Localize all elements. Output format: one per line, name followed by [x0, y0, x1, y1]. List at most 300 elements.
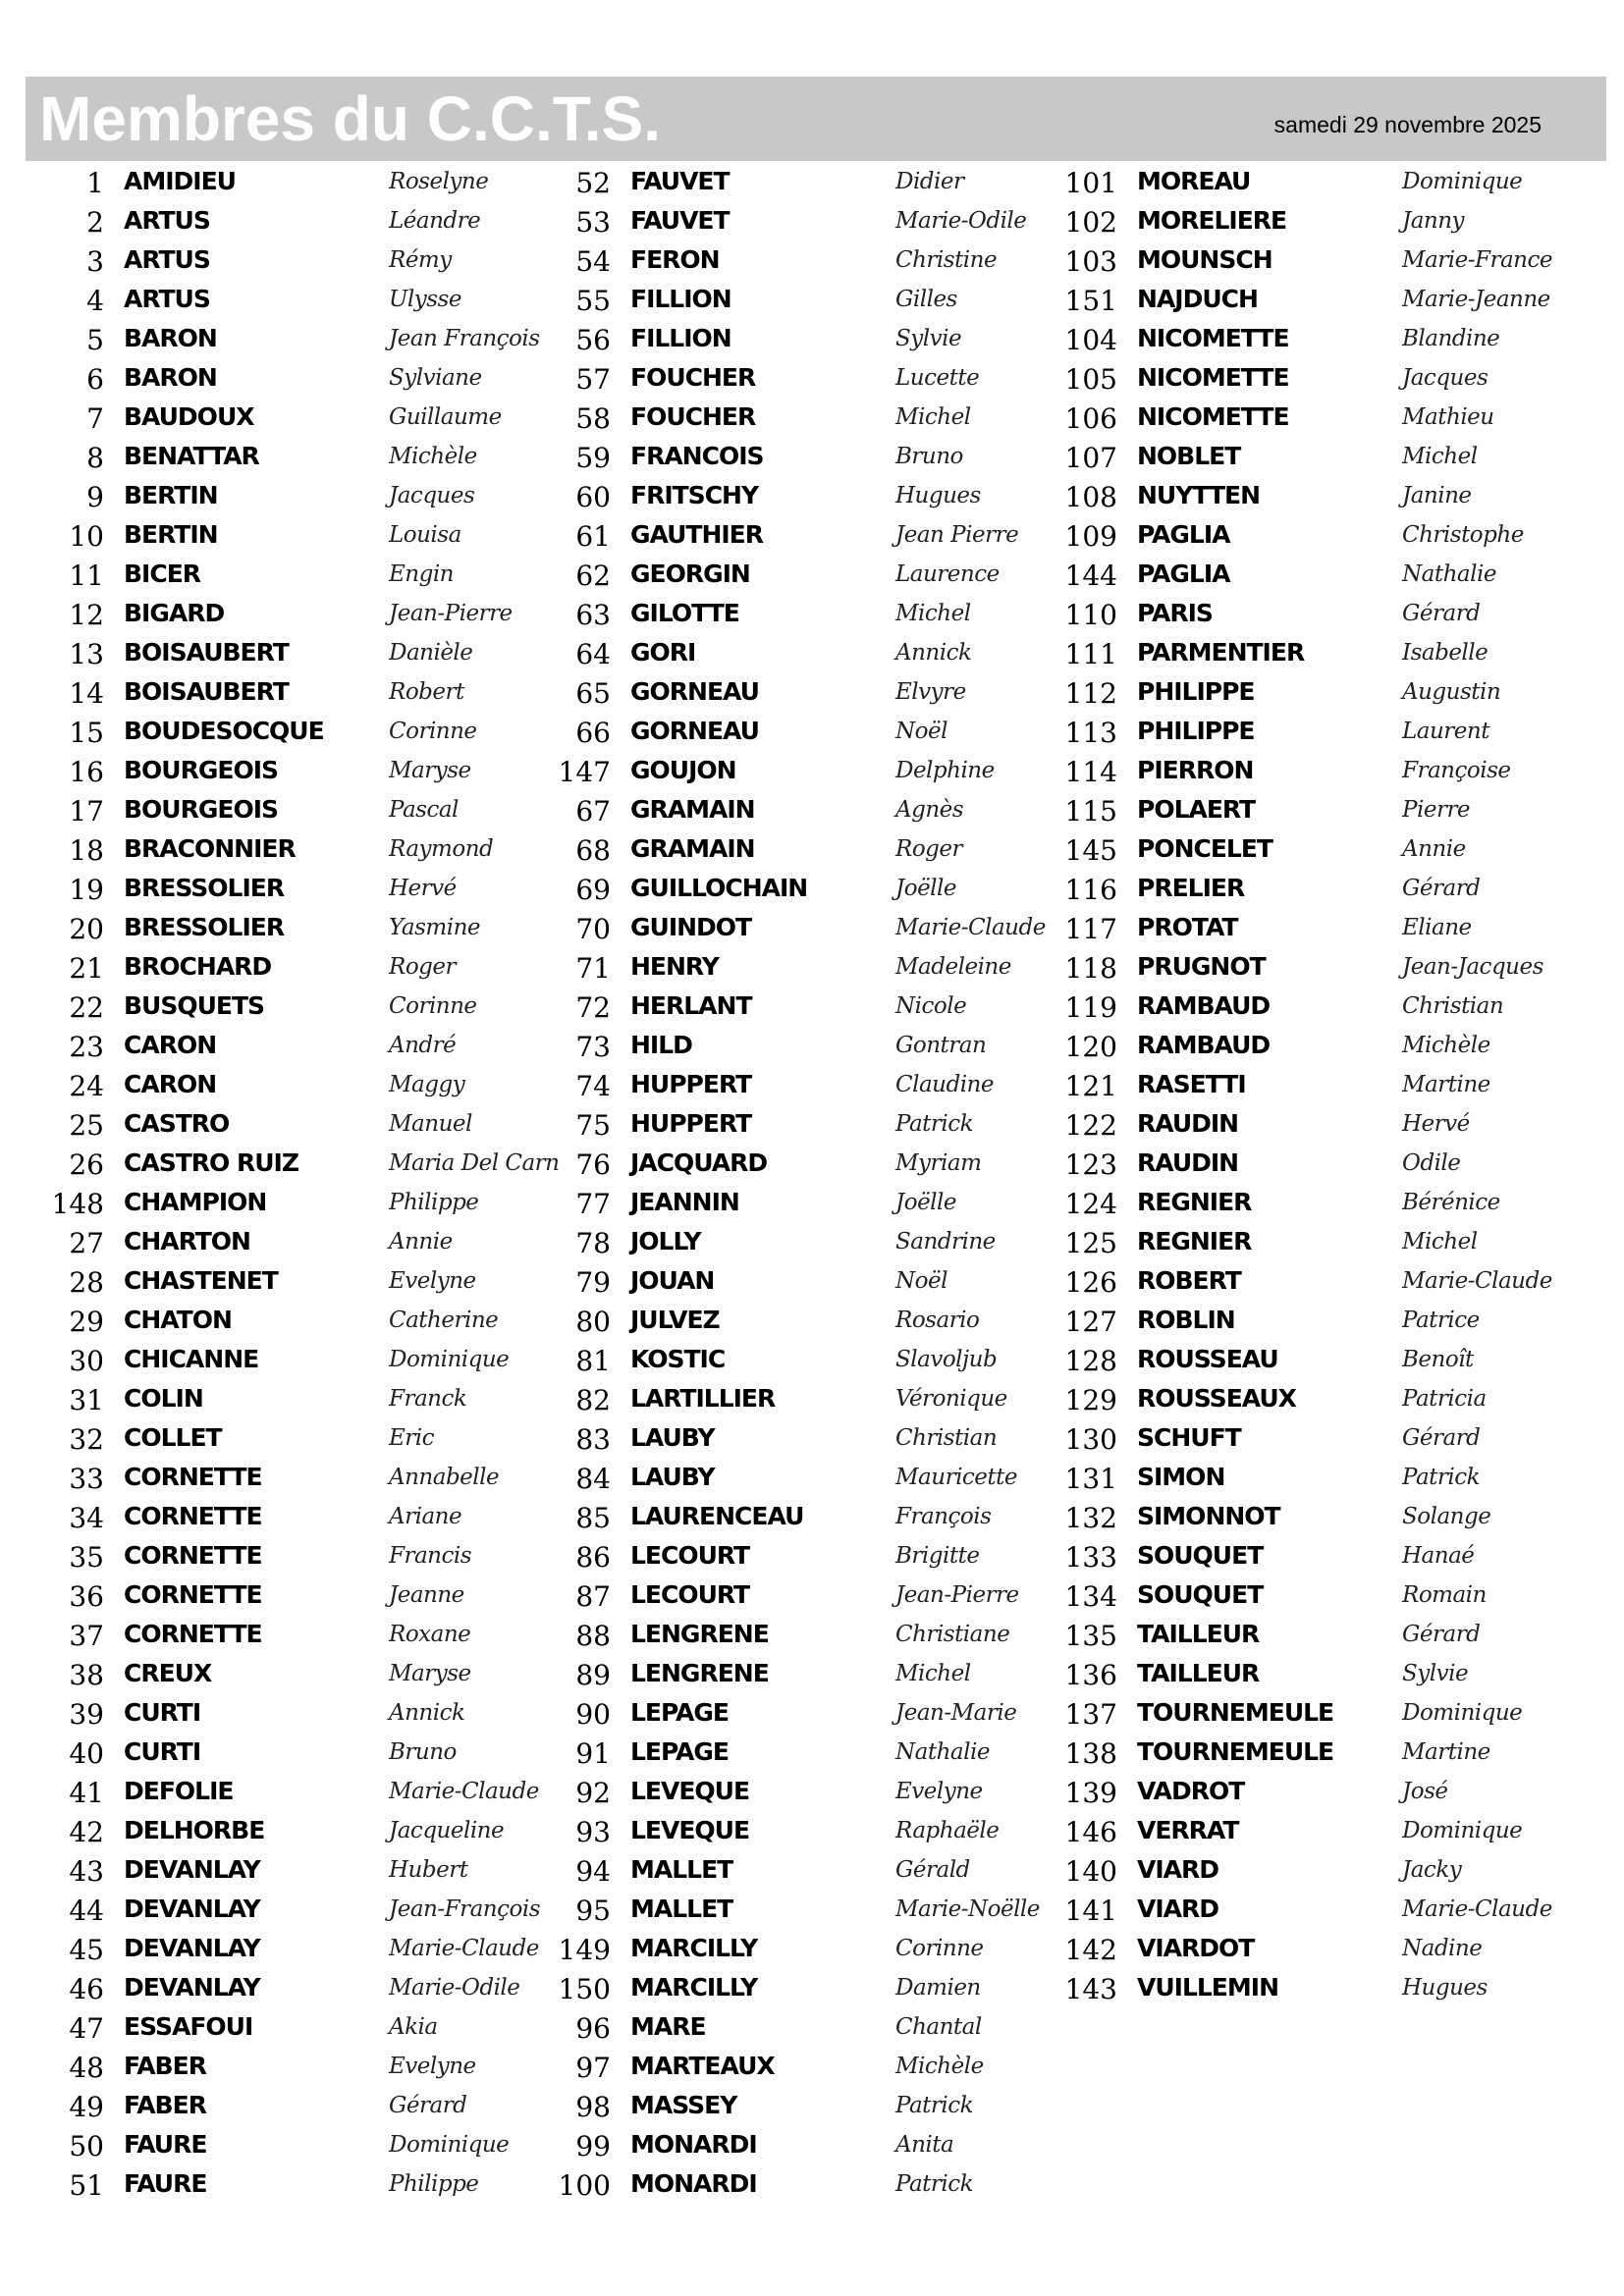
member-last-name: RAUDIN: [1137, 1109, 1239, 1138]
member-first-name: Ariane: [389, 1504, 462, 1529]
member-first-name: Jacques: [389, 483, 475, 508]
member-row: [35, 1106, 546, 1146]
member-row: [1049, 1577, 1559, 1617]
member-row: [1049, 1224, 1559, 1263]
member-first-name: Françoise: [1402, 758, 1511, 783]
member-row: [542, 478, 1053, 517]
member-last-name: PRUGNOT: [1137, 952, 1266, 981]
member-first-name: Gérard: [1402, 601, 1481, 626]
member-first-name: Odile: [1402, 1150, 1461, 1176]
member-first-name: Pierre: [1402, 797, 1471, 823]
member-number: 14: [69, 677, 104, 710]
member-last-name: CORNETTE: [124, 1541, 262, 1570]
member-row: [542, 1146, 1053, 1185]
member-number: 35: [69, 1541, 104, 1574]
member-row: [35, 1303, 546, 1342]
member-last-name: FOUCHER: [630, 402, 756, 431]
member-first-name: José: [1402, 1779, 1448, 1804]
member-last-name: BRESSOLIER: [124, 874, 285, 902]
member-number: 10: [69, 520, 104, 553]
member-number: 101: [1064, 167, 1117, 199]
member-number: 140: [1064, 1855, 1117, 1888]
member-row: [35, 1499, 546, 1538]
member-row: [542, 517, 1053, 557]
member-first-name: Pascal: [389, 797, 459, 823]
member-first-name: Christian: [895, 1425, 998, 1451]
member-first-name: Jacky: [1402, 1857, 1462, 1883]
member-last-name: PONCELET: [1137, 834, 1272, 863]
member-last-name: BAUDOUX: [124, 402, 254, 431]
member-number: 46: [69, 1973, 104, 2005]
member-first-name: Yasmine: [389, 915, 481, 940]
member-row: [542, 792, 1053, 831]
member-last-name: LENGRENE: [630, 1659, 769, 1687]
member-last-name: ARTUS: [124, 245, 210, 274]
member-row: [1049, 1106, 1559, 1146]
member-last-name: NUYTTEN: [1137, 481, 1261, 509]
member-column-1: [35, 164, 560, 2206]
member-last-name: CURTI: [124, 1737, 201, 1766]
member-first-name: Eliane: [1402, 915, 1472, 940]
member-last-name: NAJDUCH: [1137, 285, 1258, 313]
member-row: [542, 400, 1053, 439]
member-number: 12: [69, 599, 104, 631]
member-number: 119: [1064, 991, 1117, 1024]
member-row: [35, 2166, 546, 2206]
member-first-name: Annabelle: [389, 1465, 500, 1490]
member-number: 132: [1064, 1502, 1117, 1534]
member-last-name: SIMON: [1137, 1463, 1225, 1491]
member-number: 96: [575, 2012, 611, 2045]
member-last-name: BICER: [124, 560, 201, 588]
member-last-name: CHAMPION: [124, 1188, 267, 1216]
member-row: [542, 831, 1053, 871]
member-number: 114: [1064, 756, 1117, 788]
member-row: [542, 439, 1053, 478]
member-number: 34: [69, 1502, 104, 1534]
member-row: [542, 596, 1053, 635]
member-number: 28: [69, 1266, 104, 1299]
member-last-name: MASSEY: [630, 2091, 737, 2119]
member-number: 42: [69, 1816, 104, 1848]
member-first-name: Evelyne: [389, 1268, 476, 1294]
member-first-name: Romain: [1402, 1582, 1487, 1608]
member-number: 121: [1064, 1070, 1117, 1102]
member-row: [1049, 1538, 1559, 1577]
member-first-name: Patrick: [1402, 1465, 1481, 1490]
member-last-name: FAURE: [124, 2130, 207, 2159]
member-row: [1049, 517, 1559, 557]
member-row: [1049, 557, 1559, 596]
member-number: 57: [575, 363, 611, 396]
member-first-name: Marie-Claude: [389, 1779, 539, 1804]
member-number: 11: [69, 560, 104, 592]
member-number: 71: [575, 952, 611, 985]
member-number: 99: [575, 2130, 611, 2163]
member-last-name: HILD: [630, 1031, 692, 1059]
member-number: 56: [575, 324, 611, 356]
member-first-name: Jacques: [1402, 365, 1489, 391]
member-first-name: Manuel: [389, 1111, 472, 1137]
member-first-name: Lucette: [895, 365, 980, 391]
member-number: 67: [575, 795, 611, 828]
member-number: 109: [1064, 520, 1117, 553]
member-number: 133: [1064, 1541, 1117, 1574]
member-last-name: FAUVET: [630, 167, 730, 195]
member-row: [542, 1185, 1053, 1224]
member-last-name: NICOMETTE: [1137, 402, 1289, 431]
member-number: 125: [1064, 1227, 1117, 1259]
member-number: 41: [69, 1777, 104, 1809]
member-row: [1049, 282, 1559, 321]
member-first-name: Michèle: [1402, 1033, 1490, 1058]
member-row: [1049, 635, 1559, 674]
member-row: [1049, 910, 1559, 949]
member-number: 146: [1064, 1816, 1117, 1848]
member-number: 26: [69, 1148, 104, 1181]
member-last-name: CARON: [124, 1031, 217, 1059]
member-row: [542, 1970, 1053, 2009]
member-row: [1049, 1813, 1559, 1852]
member-row: [35, 714, 546, 753]
member-number: 115: [1064, 795, 1117, 828]
member-row: [1049, 1185, 1559, 1224]
member-last-name: LECOURT: [630, 1541, 750, 1570]
member-first-name: Rosario: [895, 1308, 980, 1333]
member-number: 60: [575, 481, 611, 513]
member-first-name: Madeleine: [895, 954, 1011, 980]
member-row: [542, 988, 1053, 1028]
member-number: 5: [86, 324, 104, 356]
member-last-name: MONARDI: [630, 2169, 757, 2198]
member-last-name: GRAMAIN: [630, 834, 755, 863]
member-number: 33: [69, 1463, 104, 1495]
member-last-name: TAILLEUR: [1137, 1659, 1260, 1687]
member-row: [1049, 1460, 1559, 1499]
member-first-name: Evelyne: [389, 2054, 476, 2079]
member-row: [35, 2009, 546, 2049]
member-last-name: LECOURT: [630, 1580, 750, 1609]
member-first-name: Roxane: [389, 1622, 471, 1647]
member-number: 49: [69, 2091, 104, 2123]
member-number: 6: [86, 363, 104, 396]
member-row: [542, 1735, 1053, 1774]
member-row: [35, 1617, 546, 1656]
member-last-name: CARON: [124, 1070, 217, 1098]
member-last-name: KOSTIC: [630, 1345, 726, 1373]
member-row: [35, 164, 546, 203]
member-last-name: MALLET: [630, 1895, 733, 1923]
member-column-2: [542, 164, 1053, 2206]
member-row: [542, 1695, 1053, 1735]
member-row: [542, 1342, 1053, 1381]
member-row: [542, 242, 1053, 282]
member-number: 62: [575, 560, 611, 592]
member-row: [1049, 871, 1559, 910]
member-first-name: Patricia: [1402, 1386, 1487, 1412]
member-last-name: FOUCHER: [630, 363, 756, 392]
member-row: [35, 1067, 546, 1106]
member-last-name: GORI: [630, 638, 696, 667]
member-last-name: VIARD: [1137, 1895, 1219, 1923]
member-first-name: Nathalie: [895, 1739, 990, 1765]
print-date: samedi 29 novembre 2025: [1273, 112, 1542, 137]
member-first-name: Jean Pierre: [895, 522, 1019, 548]
member-last-name: PHILIPPE: [1137, 717, 1255, 745]
member-row: [35, 949, 546, 988]
member-last-name: GUINDOT: [630, 913, 752, 941]
member-number: 29: [69, 1306, 104, 1338]
member-row: [1049, 1381, 1559, 1420]
member-last-name: CORNETTE: [124, 1463, 262, 1491]
member-last-name: CREUX: [124, 1659, 212, 1687]
member-first-name: Philippe: [389, 1190, 479, 1215]
member-row: [1049, 1852, 1559, 1892]
member-last-name: DEVANLAY: [124, 1895, 260, 1923]
member-row: [1049, 1617, 1559, 1656]
member-first-name: Michel: [895, 404, 971, 430]
member-first-name: Danièle: [389, 640, 473, 666]
member-first-name: Jean-François: [389, 1896, 540, 1922]
member-first-name: Patrick: [895, 1111, 974, 1137]
member-last-name: BARON: [124, 324, 217, 352]
member-first-name: Patrick: [895, 2093, 974, 2118]
member-last-name: JEANNIN: [630, 1188, 739, 1216]
member-row: [35, 1185, 546, 1224]
member-row: [1049, 1970, 1559, 2009]
member-first-name: Didier: [895, 169, 964, 194]
member-number: 68: [575, 834, 611, 867]
member-first-name: Rémy: [389, 247, 452, 273]
member-row: [35, 400, 546, 439]
member-first-name: Agnès: [895, 797, 964, 823]
member-number: 64: [575, 638, 611, 670]
member-first-name: Dominique: [389, 1347, 510, 1372]
member-first-name: Janine: [1402, 483, 1472, 508]
member-number: 130: [1064, 1423, 1117, 1456]
member-first-name: Noël: [895, 719, 947, 744]
member-last-name: COLIN: [124, 1384, 203, 1413]
member-last-name: CHICANNE: [124, 1345, 259, 1373]
member-last-name: GOUJON: [630, 756, 736, 784]
member-row: [542, 1892, 1053, 1931]
member-number: 8: [86, 442, 104, 474]
member-last-name: DEVANLAY: [124, 1855, 260, 1884]
member-first-name: Roger: [389, 954, 456, 980]
member-number: 97: [575, 2052, 611, 2084]
member-number: 81: [575, 1345, 611, 1377]
member-number: 111: [1064, 638, 1117, 670]
member-number: 88: [575, 1620, 611, 1652]
member-last-name: LAUBY: [630, 1463, 715, 1491]
member-first-name: Michèle: [389, 444, 477, 469]
member-last-name: FILLION: [630, 324, 731, 352]
member-row: [1049, 596, 1559, 635]
member-first-name: Patrice: [1402, 1308, 1480, 1333]
member-first-name: Brigitte: [895, 1543, 980, 1569]
member-first-name: Jean François: [389, 326, 540, 351]
member-number: 25: [69, 1109, 104, 1142]
member-last-name: LAUBY: [630, 1423, 715, 1452]
member-row: [1049, 439, 1559, 478]
member-first-name: Dominique: [1402, 1818, 1523, 1843]
member-number: 113: [1064, 717, 1117, 749]
member-first-name: Guillaume: [389, 404, 502, 430]
member-number: 3: [86, 245, 104, 278]
member-first-name: Anita: [895, 2132, 954, 2158]
member-number: 53: [575, 206, 611, 239]
member-row: [35, 517, 546, 557]
member-number: 122: [1064, 1109, 1117, 1142]
member-row: [35, 1420, 546, 1460]
member-first-name: Solange: [1402, 1504, 1491, 1529]
member-row: [35, 1146, 560, 1185]
member-row: [35, 557, 546, 596]
member-first-name: Joëlle: [895, 1190, 957, 1215]
member-row: [542, 674, 1053, 714]
member-last-name: MORELIERE: [1137, 206, 1287, 235]
member-first-name: Léandre: [389, 208, 481, 234]
member-first-name: Michel: [895, 1661, 971, 1686]
member-first-name: Roger: [895, 836, 962, 862]
member-number: 74: [575, 1070, 611, 1102]
member-last-name: LEPAGE: [630, 1737, 729, 1766]
member-row: [542, 1460, 1053, 1499]
member-first-name: Nadine: [1402, 1936, 1483, 1961]
member-first-name: Jeanne: [389, 1582, 464, 1608]
member-last-name: BOURGEOIS: [124, 795, 279, 824]
member-number: 90: [575, 1698, 611, 1731]
member-row: [35, 753, 546, 792]
member-number: 106: [1064, 402, 1117, 435]
member-row: [542, 1499, 1053, 1538]
member-row: [1049, 1499, 1559, 1538]
member-number: 151: [1064, 285, 1117, 317]
member-last-name: CHASTENET: [124, 1266, 278, 1295]
member-last-name: VIARD: [1137, 1855, 1219, 1884]
member-last-name: GEORGIN: [630, 560, 750, 588]
member-row: [35, 2127, 546, 2166]
member-number: 2: [86, 206, 104, 239]
member-first-name: Philippe: [389, 2171, 479, 2197]
member-number: 86: [575, 1541, 611, 1574]
header-bar: [26, 77, 1606, 161]
member-number: 7: [86, 402, 104, 435]
member-first-name: Marie-Claude: [895, 915, 1046, 940]
member-number: 92: [575, 1777, 611, 1809]
member-last-name: BOISAUBERT: [124, 677, 289, 706]
member-number: 54: [575, 245, 611, 278]
member-row: [1049, 674, 1559, 714]
member-row: [1049, 1656, 1559, 1695]
member-last-name: FERON: [630, 245, 720, 274]
member-first-name: Gérard: [389, 2093, 467, 2118]
member-last-name: MARTEAUX: [630, 2052, 775, 2080]
member-first-name: Claudine: [895, 1072, 994, 1097]
member-row: [35, 1813, 546, 1852]
member-last-name: DEFOLIE: [124, 1777, 234, 1805]
member-first-name: Sylvie: [895, 326, 962, 351]
member-first-name: Patrick: [895, 2171, 974, 2197]
member-row: [35, 871, 546, 910]
member-row: [542, 753, 1053, 792]
member-last-name: GORNEAU: [630, 717, 759, 745]
member-number: 47: [69, 2012, 104, 2045]
member-first-name: Laurence: [895, 561, 1000, 587]
member-number: 93: [575, 1816, 611, 1848]
member-first-name: Blandine: [1402, 326, 1500, 351]
member-last-name: FRANCOIS: [630, 442, 764, 470]
member-row: [542, 1852, 1053, 1892]
member-row: [542, 1381, 1053, 1420]
member-number: 107: [1064, 442, 1117, 474]
member-number: 143: [1064, 1973, 1117, 2005]
member-last-name: FILLION: [630, 285, 731, 313]
member-last-name: LEPAGE: [630, 1698, 729, 1727]
member-first-name: Marie-Odile: [895, 208, 1027, 234]
member-first-name: Martine: [1402, 1739, 1490, 1765]
member-row: [542, 1617, 1053, 1656]
member-last-name: PROTAT: [1137, 913, 1238, 941]
member-number: 112: [1064, 677, 1117, 710]
member-number: 63: [575, 599, 611, 631]
member-last-name: VIARDOT: [1137, 1934, 1255, 1962]
member-number: 4: [86, 285, 104, 317]
member-number: 148: [51, 1188, 104, 1220]
member-last-name: HENRY: [630, 952, 719, 981]
member-last-name: CORNETTE: [124, 1620, 262, 1648]
member-row: [35, 1695, 546, 1735]
member-first-name: Annie: [1402, 836, 1466, 862]
member-last-name: JOLLY: [630, 1227, 701, 1255]
member-number: 103: [1064, 245, 1117, 278]
member-last-name: GRAMAIN: [630, 795, 755, 824]
member-number: 21: [69, 952, 104, 985]
member-number: 72: [575, 991, 611, 1024]
member-last-name: SIMONNOT: [1137, 1502, 1280, 1530]
member-first-name: Dominique: [1402, 169, 1523, 194]
member-number: 70: [575, 913, 611, 945]
member-last-name: CASTRO RUIZ: [124, 1148, 298, 1177]
member-last-name: GILOTTE: [630, 599, 739, 627]
member-first-name: Delphine: [895, 758, 995, 783]
member-first-name: Jacqueline: [389, 1818, 505, 1843]
member-last-name: DEVANLAY: [124, 1973, 260, 2002]
member-row: [35, 1028, 546, 1067]
member-number: 43: [69, 1855, 104, 1888]
member-last-name: MARE: [630, 2012, 706, 2041]
member-first-name: Christine: [895, 247, 998, 273]
member-row: [1049, 400, 1559, 439]
member-number: 150: [558, 1973, 611, 2005]
member-number: 39: [69, 1698, 104, 1731]
member-last-name: DEVANLAY: [124, 1934, 260, 1962]
member-number: 45: [69, 1934, 104, 1966]
member-first-name: Gontran: [895, 1033, 987, 1058]
member-row: [35, 831, 546, 871]
member-first-name: Hervé: [389, 876, 457, 901]
member-last-name: ROBERT: [1137, 1266, 1241, 1295]
member-number: 116: [1064, 874, 1117, 906]
member-first-name: Christiane: [895, 1622, 1010, 1647]
member-last-name: LAURENCEAU: [630, 1502, 804, 1530]
member-first-name: Michel: [1402, 1229, 1478, 1255]
member-first-name: Jean-Pierre: [389, 601, 513, 626]
member-last-name: RASETTI: [1137, 1070, 1246, 1098]
member-row: [35, 910, 546, 949]
member-last-name: PAGLIA: [1137, 560, 1230, 588]
member-number: 84: [575, 1463, 611, 1495]
